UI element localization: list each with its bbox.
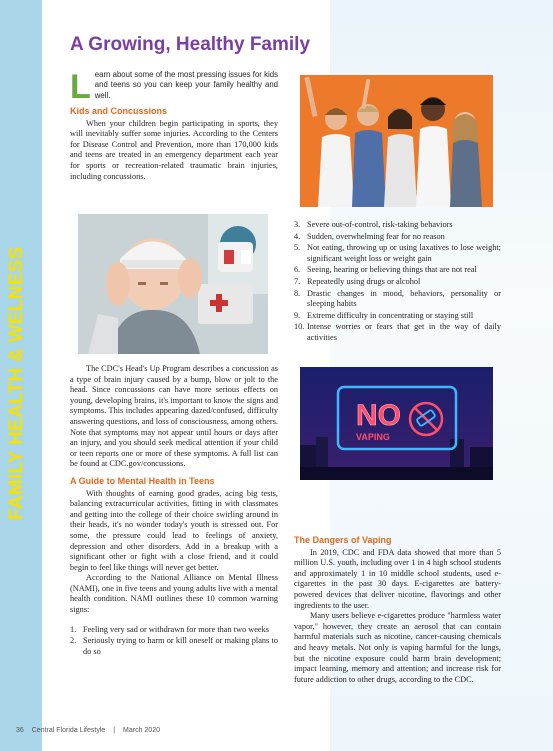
no-vaping-neon-illustration bbox=[300, 367, 493, 480]
issue-date: March 2020 bbox=[123, 727, 160, 734]
list-item: 1. Feeling very sad or withdrawn for more than two weeks bbox=[70, 624, 269, 634]
warning-signs-list-part1 bbox=[70, 625, 278, 658]
left-column-bottom bbox=[70, 364, 278, 658]
list-item: 7. Repeatedly using drugs or alcohol bbox=[294, 276, 421, 286]
list-item: 9. Extreme difficulty in concentrating or staying still bbox=[294, 310, 474, 320]
mental-health-paragraph-2: According to the National Alliance on Mental Illness (NAMI), one in five teens and young adults live with a mental health condition. NAMI outlines these 10 common warning signs: bbox=[70, 573, 278, 615]
list-item: 3. Severe out-of-control, risk-taking behaviors bbox=[294, 220, 453, 229]
teens-group-photo bbox=[300, 75, 493, 207]
sign-no-text: NO bbox=[356, 399, 401, 432]
sign-vaping-text: VAPING bbox=[356, 432, 390, 442]
list-item: 8. Drastic changes in mood, behaviors, personality or sleeping habits bbox=[294, 288, 501, 309]
article-headline: A Growing, Healthy Family bbox=[70, 34, 311, 55]
dropcap-letter: L bbox=[70, 68, 91, 106]
teens-group-illustration bbox=[300, 75, 493, 207]
list-item: 2. Seriously trying to harm or kill oneself or making plans to do so bbox=[70, 636, 278, 656]
list-item: 6. Seeing, hearing or believing things that are not real bbox=[294, 265, 477, 275]
vaping-paragraph-1: In 2019, CDC and FDA data showed that more than 5 million U.S. youth, including over 1 in 4 high school students and approximately 1 in 10 middle school students, used e-cigarettes in the past 30 days. E-cigarettes are battery-powered devices that deliver nicotine, flavorings and other ingredients to the user. bbox=[294, 547, 501, 610]
publication-name: Central Florida Lifestyle bbox=[31, 727, 106, 734]
vaping-paragraph-2: Many users believe e-cigarettes produce "harmless water vapor," however, they create an aerosol that can contain harmful materials such as nicotine, cancer-causing chemicals and heavy metals. Not only is vaping harmful for the lungs, but the nicotine exposure could harm brain development; impact learning, memory and attention; and increase risk for future addiction to other drugs, according to the CDC. bbox=[294, 611, 501, 684]
intro-paragraph bbox=[70, 68, 278, 106]
page-footer bbox=[16, 727, 166, 734]
footer-separator: | bbox=[113, 727, 116, 734]
mental-health-paragraph-1: With thoughts of earning good grades, acing big tests, balancing extracurricular activities, fitting in with classmates and getting into the college of their choice swirling around in their heads, it's no wonder today's youth is stressed out. For some, the pressure could lead to feelings of anxiety, depression and other disorders. Add in a breakup with a significant other or fight with a close friend, and it could begin to feel like things will never get better. bbox=[70, 488, 278, 572]
list-item: 10. Intense worries or fears that get in the way of daily activities bbox=[294, 322, 501, 342]
no-vaping-photo bbox=[300, 367, 493, 480]
left-column-top bbox=[70, 70, 278, 182]
right-column-vaping bbox=[294, 531, 501, 685]
section-title: FAMILY HEALTH & WELNESS bbox=[6, 246, 27, 520]
list-item: 4. Sudden, overwhelming fear for no reason bbox=[294, 231, 445, 241]
warning-signs-list-part2 bbox=[294, 220, 501, 344]
page-number: 36 bbox=[16, 727, 24, 734]
heading-dangers-of-vaping: The Dangers of Vaping bbox=[294, 535, 392, 545]
child-concussion-photo bbox=[78, 214, 268, 354]
heading-mental-health: A Guide to Mental Health in Teens bbox=[70, 475, 215, 486]
concussion-paragraph-2: The CDC's Head's Up Program describes a concussion as a type of brain injury caused by a bump, blow or jolt to the head. Since concussions can have more serious effects on young, developing brains, it's important to know the signs and symptoms. This includes appearing dazed/confused, difficulty answering questions, and loss of consciousness, among others. Note that symptoms may not appear until hours or days after an injury, and you should seek medical attention if your child or teen reports one or more of these symptoms. A full list can be found at CDC.gov/concussions. bbox=[70, 364, 278, 469]
child-concussion-illustration bbox=[78, 214, 268, 354]
list-item: 5. Not eating, throwing up or using laxatives to lose weight; significant weight loss or weight gain bbox=[294, 243, 501, 263]
intro-text: earn about some of the most pressing issues for kids and teens so you can keep your family healthy and well. bbox=[94, 70, 278, 100]
right-column-list bbox=[294, 220, 501, 345]
heading-kids-concussions: Kids and Concussions bbox=[70, 106, 168, 116]
concussion-paragraph-1: When your children begin participating in sports, they will inevitably suffer some injuries. According to the Centers for Disease Control and Prevention, more than 170,000 kids and teens are treated in an emergency department each year for sports or recreation-related traumatic brain injuries, including concussions. bbox=[70, 118, 278, 181]
